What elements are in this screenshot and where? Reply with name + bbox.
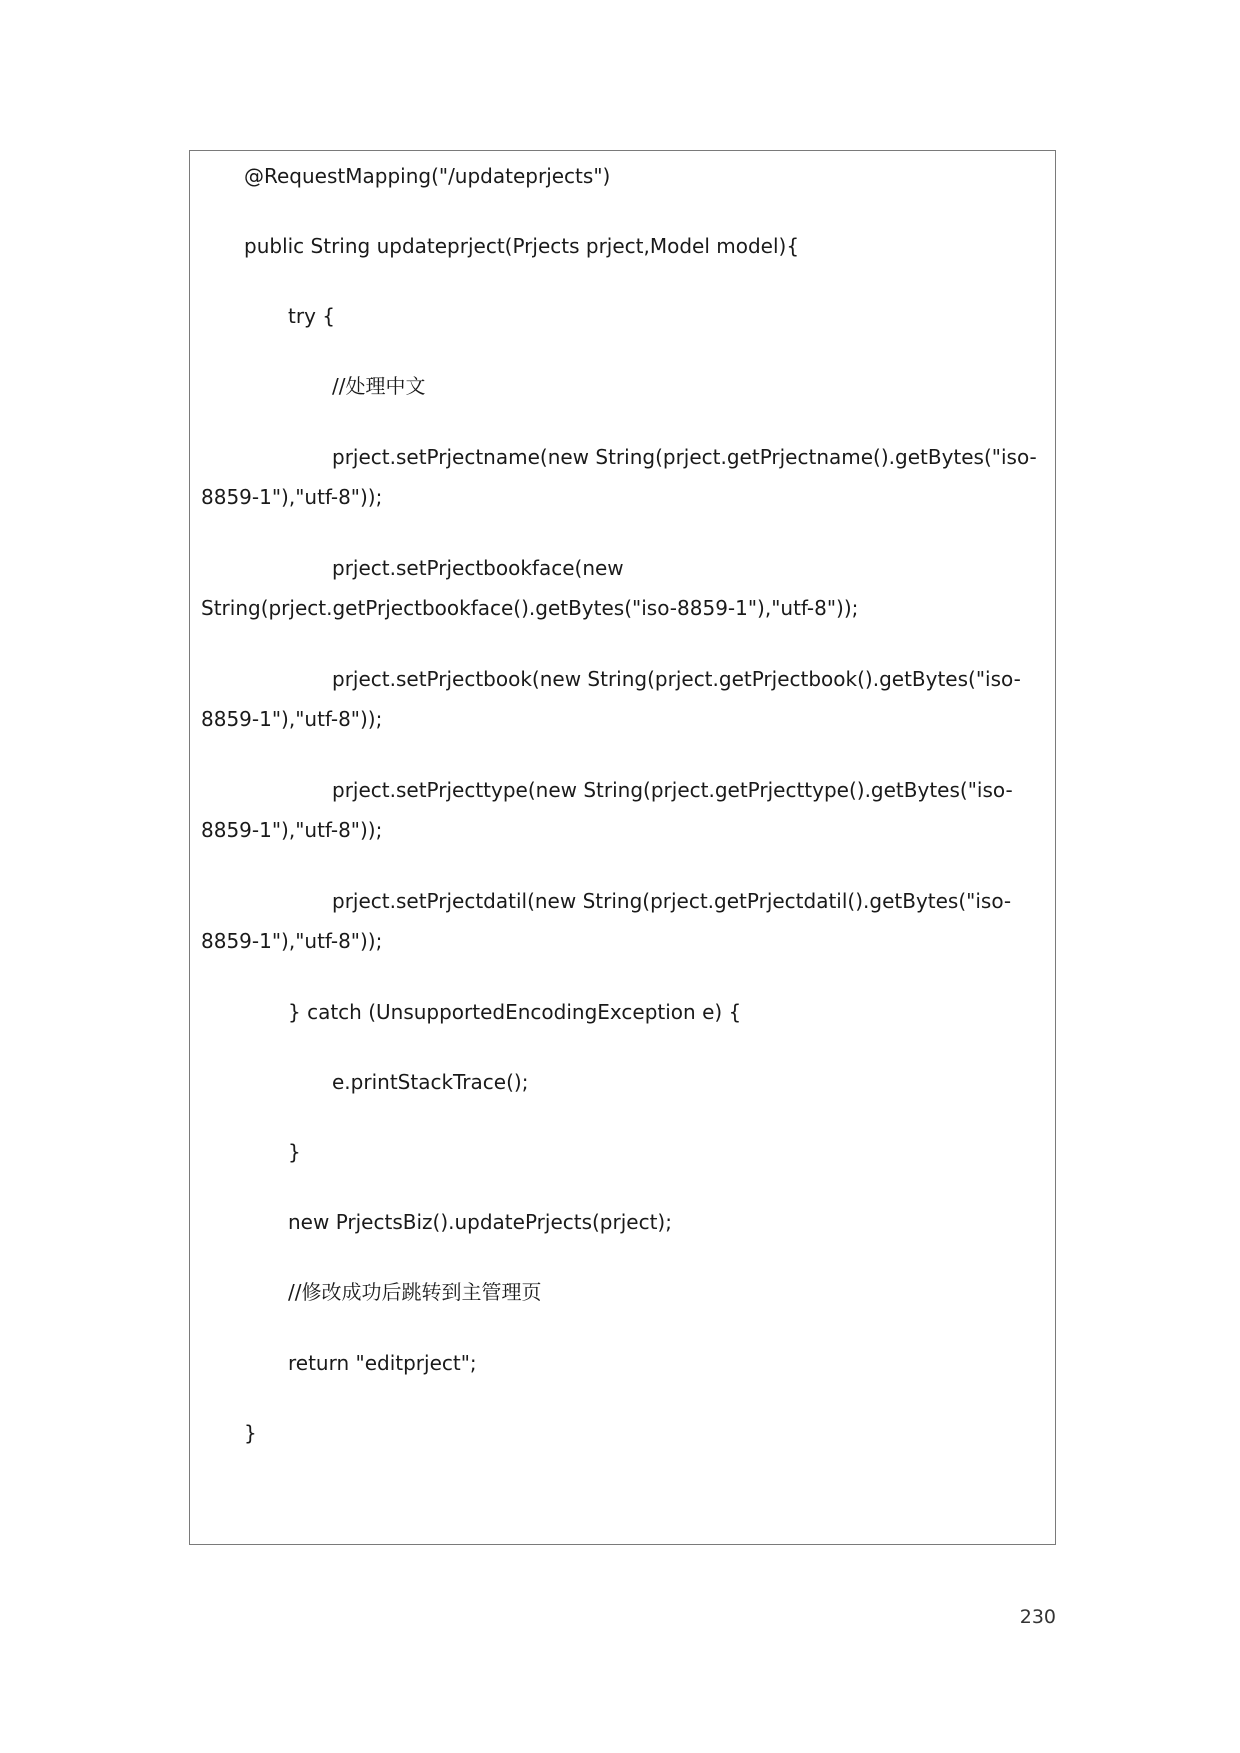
code-line: return "editprject"; bbox=[288, 1351, 477, 1375]
code-line: prject.setPrjecttype(new String(prject.getPrjecttype().getBytes("iso- bbox=[332, 778, 1013, 802]
code-line-continuation: 8859-1"),"utf-8")); bbox=[201, 818, 383, 842]
code-line-continuation: 8859-1"),"utf-8")); bbox=[201, 929, 383, 953]
code-line: } bbox=[244, 1421, 257, 1445]
code-line: public String updateprject(Prjects prject,Model model){ bbox=[244, 234, 800, 258]
code-listing-box bbox=[189, 150, 1056, 1545]
code-line: @RequestMapping("/updateprjects") bbox=[244, 164, 611, 188]
code-line: prject.setPrjectname(new String(prject.getPrjectname().getBytes("iso- bbox=[332, 445, 1037, 469]
code-line: } bbox=[288, 1140, 301, 1164]
code-comment: //修改成功后跳转到主管理页 bbox=[288, 1280, 542, 1304]
code-line: prject.setPrjectbookface(new bbox=[332, 556, 624, 580]
code-line-continuation: String(prject.getPrjectbookface().getBytes("iso-8859-1"),"utf-8")); bbox=[201, 596, 859, 620]
code-line: new PrjectsBiz().updatePrjects(prject); bbox=[288, 1210, 672, 1234]
code-line: prject.setPrjectdatil(new String(prject.getPrjectdatil().getBytes("iso- bbox=[332, 889, 1012, 913]
code-line-continuation: 8859-1"),"utf-8")); bbox=[201, 707, 383, 731]
page-number: 230 bbox=[1019, 1606, 1056, 1628]
code-line-continuation: 8859-1"),"utf-8")); bbox=[201, 485, 383, 509]
code-line: } catch (UnsupportedEncodingException e) { bbox=[288, 1000, 742, 1024]
code-line: prject.setPrjectbook(new String(prject.getPrjectbook().getBytes("iso- bbox=[332, 667, 1021, 691]
code-line: try { bbox=[288, 304, 335, 328]
code-line: e.printStackTrace(); bbox=[332, 1070, 529, 1094]
code-comment: //处理中文 bbox=[332, 374, 426, 398]
